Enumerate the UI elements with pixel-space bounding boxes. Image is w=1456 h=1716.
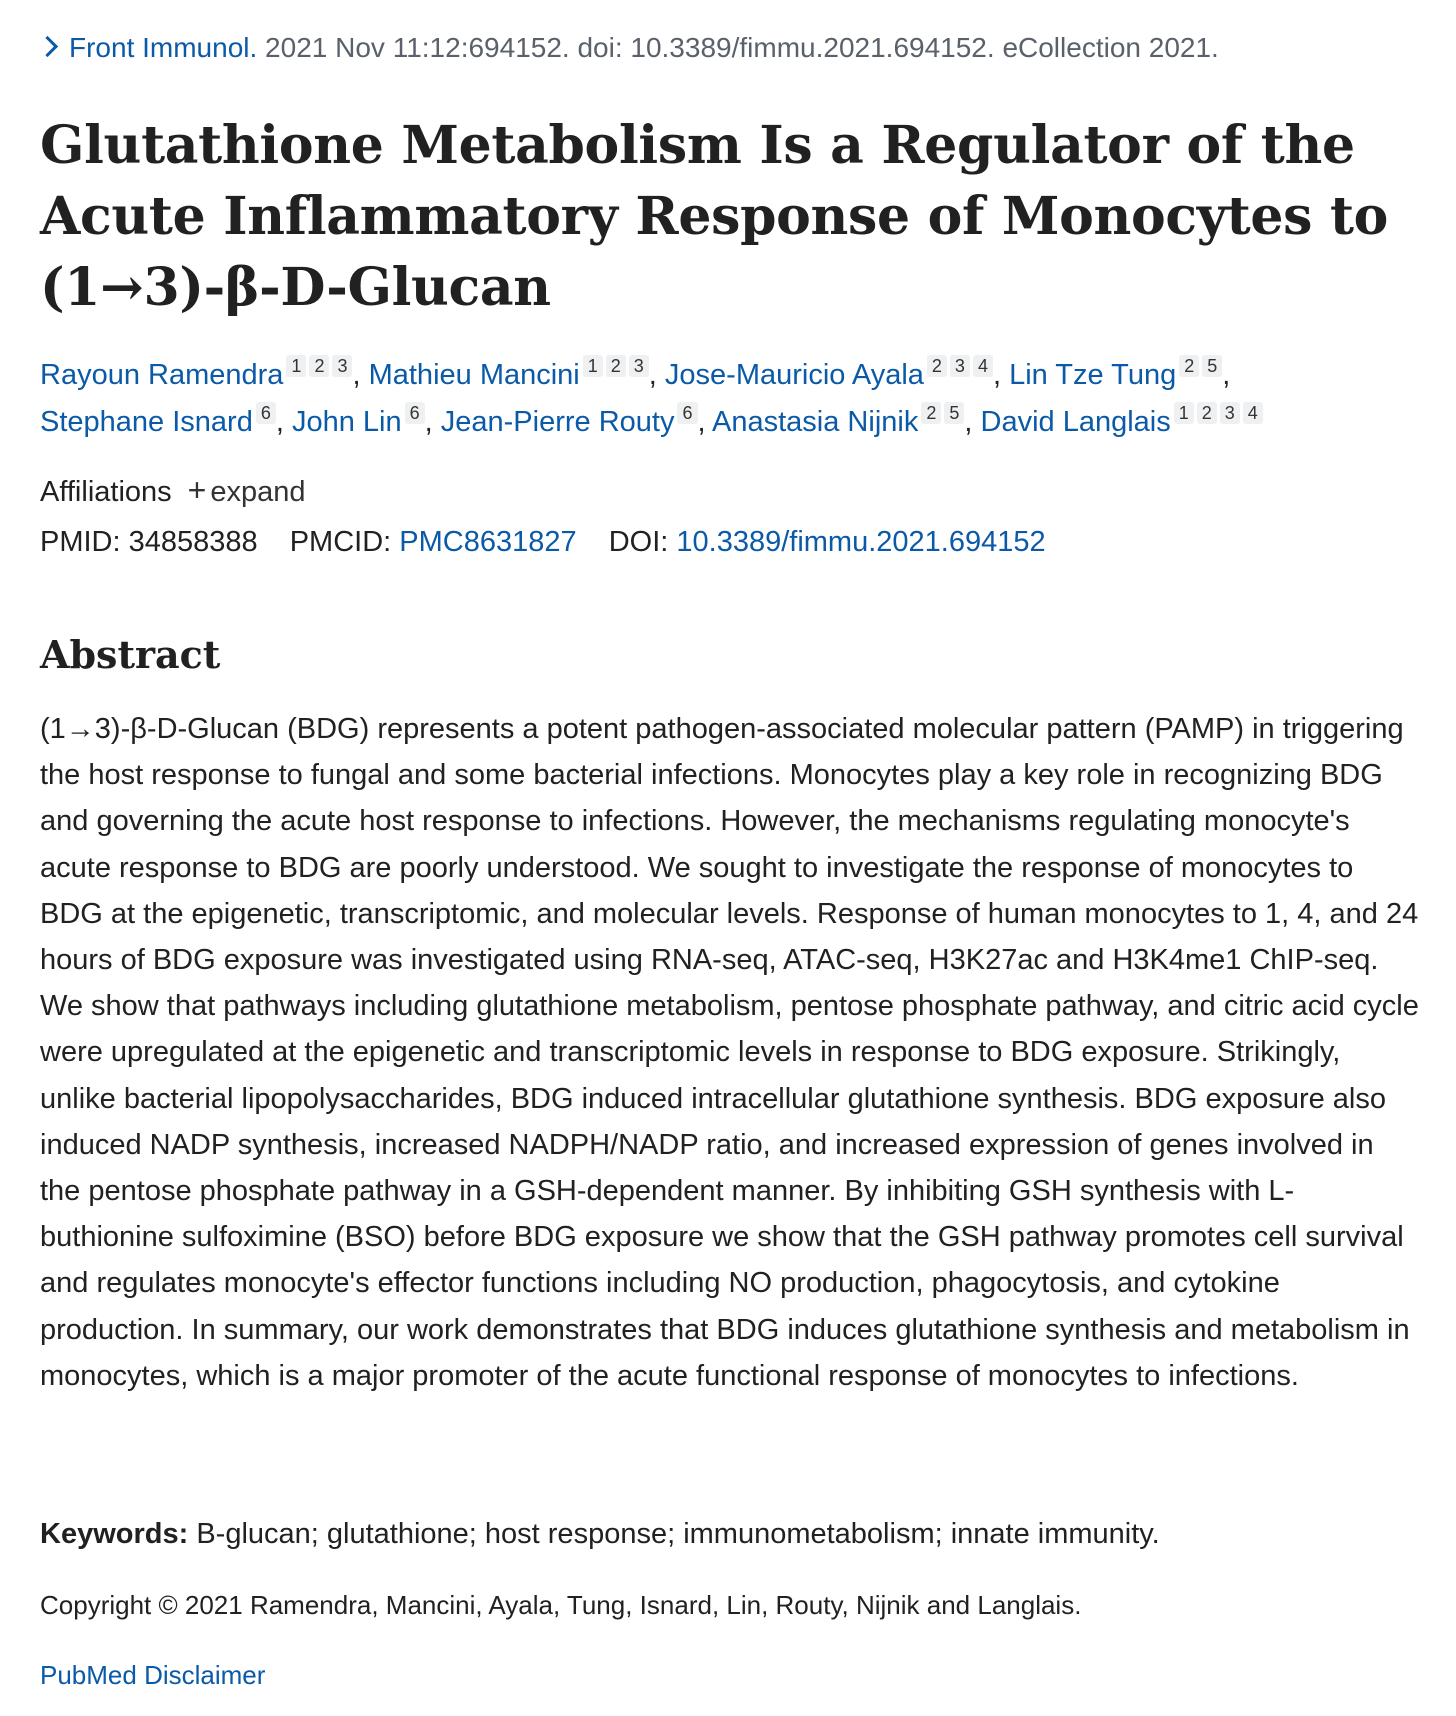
affiliation-ref[interactable]: 6 — [256, 402, 276, 424]
identifiers-row — [40, 526, 1046, 559]
affiliation-ref[interactable]: 1 — [286, 355, 306, 377]
affiliation-ref[interactable]: 6 — [677, 402, 697, 424]
affiliation-ref[interactable]: 4 — [973, 355, 993, 377]
affiliation-ref[interactable]: 3 — [332, 355, 352, 377]
affiliation-ref[interactable]: 1 — [583, 355, 603, 377]
doi-label: DOI: — [608, 526, 669, 558]
author-link[interactable]: John Lin — [291, 406, 402, 438]
keywords — [40, 1518, 1160, 1551]
affiliation-ref[interactable]: 2 — [1179, 355, 1199, 377]
affiliation-ref[interactable]: 3 — [1220, 402, 1240, 424]
citation-details: 2021 Nov 11:12:694152. doi: 10.3389/fimmu.2021.694152. eCollection 2021. — [257, 32, 1219, 63]
affiliation-ref[interactable]: 2 — [1197, 402, 1217, 424]
authors-list: Rayoun Ramendra $^1$ $^2$ $^3$ , Mathieu Mancini $^1$ $^2$ $^3$ , Jose-Mauricio Ayala $^2$ $^3$ $^4$ , Lin Tze Tung $^2$ $^5$ , Stephane Isnard $^6$ , John Lin $^6$ , Jean-Pierre Routy $^6$ , Anastasia Nijnik $^2$ $^5$ , David Langlais $^1$ $^2$ $^3$ $^4$ — [40, 352, 1430, 446]
abstract-heading: Abstract — [40, 632, 221, 677]
plus-icon[interactable]: + — [187, 472, 207, 508]
affiliation-ref[interactable]: 2 — [606, 355, 626, 377]
pmcid-label: PMCID: — [289, 526, 392, 558]
copyright-notice: Copyright © 2021 Ramendra, Mancini, Ayala, Tung, Isnard, Lin, Routy, Nijnik and Langlais. — [40, 1590, 1082, 1620]
abstract-text: (1→3)-β-D-Glucan (BDG) represents a potent pathogen-associated molecular pattern (PAMP) in triggering the host response to fungal and some bacterial infections. Monocytes play a key role in recognizing BDG and governing the acute host response to infections. However, the mechanisms regulating monocyte's acute response to BDG are poorly understood. We sought to investigate the response of monocytes to BDG at the epigenetic, transcriptomic, and molecular levels. Response of human monocytes to 1, 4, and 24 hours of BDG exposure was investigated using RNA-seq, ATAC-seq, H3K27ac and H3K4me1 ChIP-seq. We show that pathways including glutathione metabolism, pentose phosphate pathway, and citric acid cycle were upregulated at the epigenetic and transcriptomic levels in response to BDG exposure. Strikingly, unlike bacterial lipopolysaccharides, BDG induced intracellular glutathione synthesis. BDG exposure also induced NADP synthesis, increased NADPH/NADP ratio, and increased expression of genes involved in the pentose phosphate pathway in a GSH-dependent manner. By inhibiting GSH synthesis with L-buthionine sulfoximine (BSO) before BDG exposure we show that the GSH pathway promotes cell survival and regulates monocyte's effector functions including NO production, phagocytosis, and cytokine production. In summary, our work demonstrates that BDG induces glutathione synthesis and metabolism in monocytes, which is a major promoter of the acute functional response of monocytes to infections. — [40, 713, 1419, 1392]
affiliation-ref[interactable]: 3 — [629, 355, 649, 377]
affiliation-ref[interactable]: 4 — [1243, 402, 1263, 424]
author-link[interactable]: Jose-Mauricio Ayala — [664, 359, 924, 391]
pmid-label: PMID: — [40, 526, 121, 558]
affiliations-label: Affiliations — [40, 476, 172, 508]
affiliation-ref[interactable]: 6 — [405, 402, 425, 424]
author-link[interactable]: Lin Tze Tung — [1009, 359, 1177, 391]
affiliation-ref[interactable]: 5 — [944, 402, 964, 424]
author-link[interactable]: Jean-Pierre Routy — [440, 406, 675, 438]
pmcid-link[interactable]: PMC8631827 — [399, 526, 577, 558]
author-link[interactable]: Rayoun Ramendra — [40, 359, 284, 391]
affiliation-ref[interactable]: 2 — [309, 355, 329, 377]
affiliation-ref[interactable]: 5 — [1202, 355, 1222, 377]
affiliation-ref[interactable]: 3 — [950, 355, 970, 377]
citation-line — [40, 32, 1219, 64]
affiliation-ref[interactable]: 1 — [1174, 402, 1194, 424]
keywords-text: B-glucan; glutathione; host response; immunometabolism; innate immunity. — [188, 1518, 1160, 1550]
journal-link[interactable]: Front Immunol. — [69, 32, 258, 63]
pmid-value: 34858388 — [128, 526, 258, 558]
affiliation-ref[interactable]: 2 — [927, 355, 947, 377]
chevron-right-icon[interactable] — [37, 36, 58, 57]
expand-button[interactable]: expand — [210, 476, 306, 508]
keywords-label: Keywords: — [40, 1518, 189, 1550]
author-link[interactable]: Anastasia Nijnik — [712, 406, 919, 438]
author-link[interactable]: David Langlais — [980, 406, 1171, 438]
pubmed-disclaimer-link[interactable]: PubMed Disclaimer — [40, 1660, 266, 1690]
author-link[interactable]: Mathieu Mancini — [368, 359, 580, 391]
affiliation-ref[interactable]: 2 — [921, 402, 941, 424]
doi-link[interactable]: 10.3389/fimmu.2021.694152 — [676, 526, 1046, 558]
affiliations-toggle[interactable] — [40, 472, 306, 509]
article-title: Glutathione Metabolism Is a Regulator of the Acute Inflammatory Response of Monocytes to (1→3)-β-D-Glucan — [40, 115, 1389, 318]
author-link[interactable]: Stephane Isnard — [40, 406, 253, 438]
